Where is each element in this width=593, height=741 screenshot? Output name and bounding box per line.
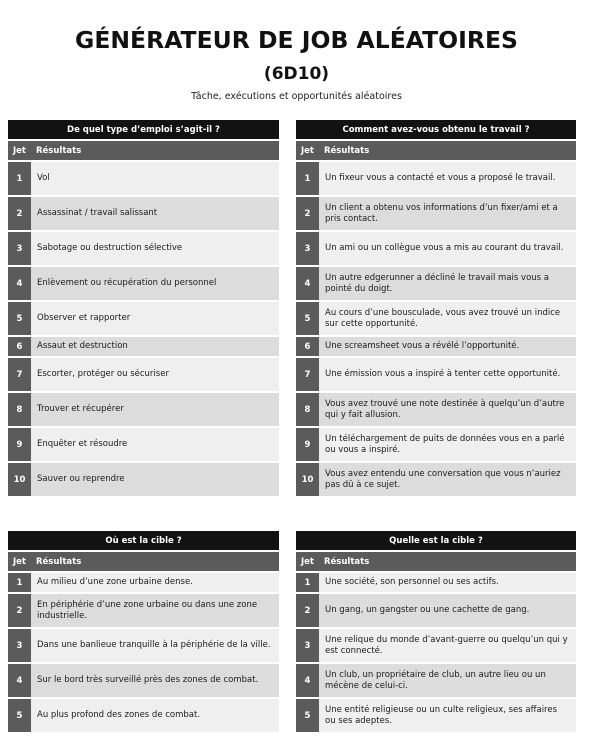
job-source-table	[296, 118, 576, 498]
result-column-header: Résultats	[31, 141, 279, 160]
roll-column-header: Jet	[8, 141, 31, 160]
result-text: Sauver ou reprendre	[31, 463, 279, 496]
table-row	[8, 664, 279, 697]
roll-number: 2	[8, 594, 31, 627]
roll-number: 7	[296, 358, 319, 391]
result-text: Assassinat / travail salissant	[31, 197, 279, 230]
result-column-header: Résultats	[319, 141, 576, 160]
roll-number: 6	[8, 337, 31, 356]
roll-number: 8	[296, 393, 319, 426]
table-row	[8, 267, 279, 300]
roll-number: 4	[8, 267, 31, 300]
table-row	[8, 232, 279, 265]
roll-number: 9	[296, 428, 319, 461]
roll-number: 8	[8, 393, 31, 426]
result-text: Une société, son personnel ou ses actifs.	[319, 573, 576, 592]
roll-number: 3	[8, 232, 31, 265]
job-type-table	[8, 118, 279, 498]
result-text: Assaut et destruction	[31, 337, 279, 356]
result-text: Un club, un propriétaire de club, un autre lieu ou un mécène de celui-ci.	[319, 664, 576, 697]
table-row	[8, 337, 279, 356]
table-row	[296, 162, 576, 195]
table-row	[296, 594, 576, 627]
result-text: En périphérie d’une zone urbaine ou dans une zone industrielle.	[31, 594, 279, 627]
table-row	[8, 393, 279, 426]
roll-number: 1	[8, 573, 31, 592]
roll-number: 3	[8, 629, 31, 662]
roll-number: 10	[296, 463, 319, 496]
table-row	[8, 594, 279, 627]
roll-number: 6	[296, 337, 319, 356]
table-row	[8, 573, 279, 592]
result-text: Enlèvement ou récupération du personnel	[31, 267, 279, 300]
roll-number: 4	[8, 664, 31, 697]
roll-column-header: Jet	[296, 141, 319, 160]
table-row	[296, 664, 576, 697]
result-text: Un client a obtenu vos informations d’un fixer/ami et a pris contact.	[319, 197, 576, 230]
result-text: Un gang, un gangster ou une cachette de gang.	[319, 594, 576, 627]
table-row	[8, 428, 279, 461]
result-text: Escorter, protéger ou sécuriser	[31, 358, 279, 391]
table-header-row	[8, 552, 279, 571]
target-identity-table	[296, 529, 576, 734]
result-text: Un téléchargement de puits de données vous en a parlé ou vous a inspiré.	[319, 428, 576, 461]
roll-number: 4	[296, 664, 319, 697]
table-row	[8, 629, 279, 662]
table-header-row	[8, 141, 279, 160]
table-title: Comment avez-vous obtenu le travail ?	[296, 120, 576, 139]
target-location-table	[8, 529, 279, 734]
roll-number: 5	[296, 302, 319, 335]
result-text: Observer et rapporter	[31, 302, 279, 335]
result-text: Vous avez trouvé une note destinée à quelqu’un d’autre qui y fait allusion.	[319, 393, 576, 426]
result-text: Une relique du monde d’avant-guerre ou quelqu’un qui y est connecté.	[319, 629, 576, 662]
table-row	[296, 428, 576, 461]
table-row	[296, 267, 576, 300]
roll-number: 2	[296, 197, 319, 230]
table-title: Où est la cible ?	[8, 531, 279, 550]
roll-number: 9	[8, 428, 31, 461]
roll-number: 10	[8, 463, 31, 496]
table-row	[296, 302, 576, 335]
table-row	[8, 302, 279, 335]
result-text: Une entité religieuse ou un culte religieux, ses affaires ou ses adeptes.	[319, 699, 576, 732]
result-text: Un ami ou un collègue vous a mis au courant du travail.	[319, 232, 576, 265]
roll-number: 7	[8, 358, 31, 391]
result-text: Un autre edgerunner a décliné le travail mais vous a pointé du doigt.	[319, 267, 576, 300]
table-row	[8, 358, 279, 391]
result-text: Au plus profond des zones de combat.	[31, 699, 279, 732]
result-column-header: Résultats	[31, 552, 279, 571]
result-text: Dans une banlieue tranquille à la périphérie de la ville.	[31, 629, 279, 662]
result-text: Une screamsheet vous a révélé l’opportunité.	[319, 337, 576, 356]
table-row	[296, 393, 576, 426]
result-text: Au cours d’une bousculade, vous avez trouvé un indice sur cette opportunité.	[319, 302, 576, 335]
roll-number: 5	[8, 699, 31, 732]
roll-number: 5	[8, 302, 31, 335]
result-text: Enquêter et résoudre	[31, 428, 279, 461]
result-text: Sabotage ou destruction sélective	[31, 232, 279, 265]
table-row	[296, 337, 576, 356]
result-text: Une émission vous a inspiré à tenter cette opportunité.	[319, 358, 576, 391]
table-row	[296, 463, 576, 496]
result-text: Vous avez entendu une conversation que vous n’auriez pas dû à ce sujet.	[319, 463, 576, 496]
table-row	[8, 463, 279, 496]
result-column-header: Résultats	[319, 552, 576, 571]
roll-column-header: Jet	[8, 552, 31, 571]
table-header-row	[296, 141, 576, 160]
table-row	[8, 197, 279, 230]
roll-number: 1	[296, 162, 319, 195]
roll-number: 3	[296, 629, 319, 662]
table-title: Quelle est la cible ?	[296, 531, 576, 550]
result-text: Au milieu d’une zone urbaine dense.	[31, 573, 279, 592]
table-row	[296, 699, 576, 732]
roll-column-header: Jet	[296, 552, 319, 571]
result-text: Trouver et récupérer	[31, 393, 279, 426]
table-row	[8, 699, 279, 732]
roll-number: 4	[296, 267, 319, 300]
roll-number: 1	[296, 573, 319, 592]
result-text: Sur le bord très surveillé près des zones de combat.	[31, 664, 279, 697]
result-text: Un fixeur vous a contacté et vous a proposé le travail.	[319, 162, 576, 195]
page-description: Tâche, exécutions et opportunités aléatoires	[191, 91, 402, 102]
roll-number: 3	[296, 232, 319, 265]
page-subtitle: (6D10)	[263, 64, 330, 84]
roll-number: 1	[8, 162, 31, 195]
table-row	[296, 358, 576, 391]
table-row	[296, 573, 576, 592]
table-title: De quel type d’emploi s’agit-il ?	[8, 120, 279, 139]
roll-number: 2	[8, 197, 31, 230]
roll-number: 5	[296, 699, 319, 732]
table-header-row	[296, 552, 576, 571]
table-row	[296, 629, 576, 662]
table-row	[8, 162, 279, 195]
result-text: Vol	[31, 162, 279, 195]
page-title: GÉNÉRATEUR DE JOB ALÉATOIRES	[75, 26, 518, 54]
table-row	[296, 197, 576, 230]
table-row	[296, 232, 576, 265]
roll-number: 2	[296, 594, 319, 627]
